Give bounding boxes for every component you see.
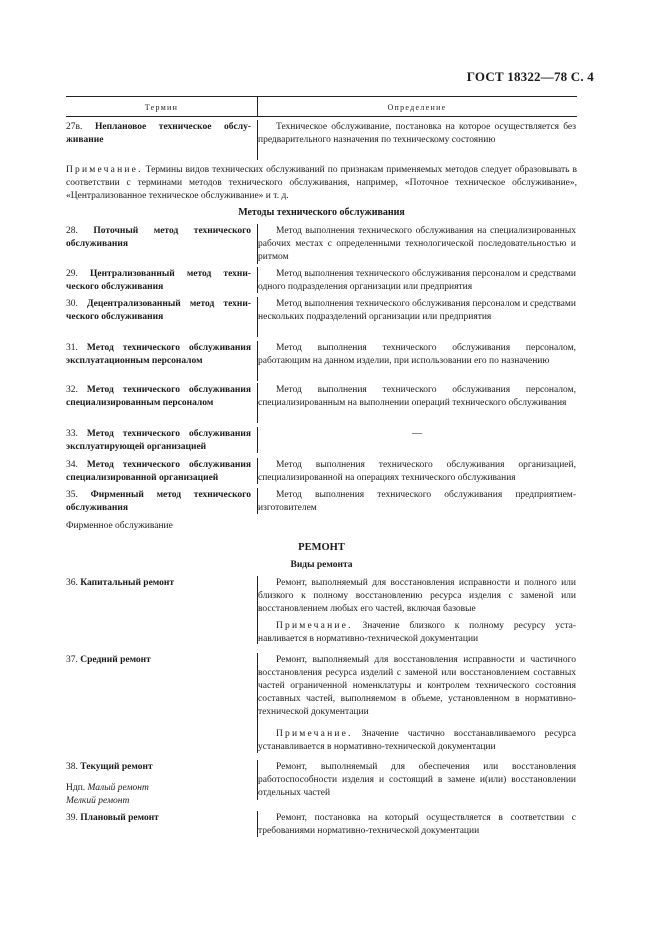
note-37: Примечание. Значение частично восстанавливаемого ресурса устанавливается в нормативно-технической документации [258,729,576,752]
term-28: 28. Поточный метод технического обслуживания [66,226,252,249]
term-35-variant: Фирменное обслуживание [66,521,173,531]
definition-34: Метод выполнения технического обслуживания организацией, специализированной на операциях технического обслуживания [258,460,576,483]
section-heading-repair: РЕМОНТ [298,542,345,553]
term-30: 30. Децентрализованный метод технического обслуживания [66,299,251,322]
term-27: 27в. Неплановое техническое обслуживание [66,122,251,145]
definition-32: Метод выполнения технического обслуживания персоналом, специализированным на выполнении операций технического обслуживания [258,385,576,408]
definition-36: Ремонт, выполняемый для восстановления исправности и полного или близкого к полному восстановлению ресурса изделия с заменой или восстановлением любых его частей, включая базовые [258,578,576,614]
term-38-deprecated-synonyms: Ндп. Малый ремонт Мелкий ремонт [66,783,149,806]
definition-31: Метод выполнения технического обслуживания персоналом, работающим на данном изделии, при использовании его по назначению [258,343,576,366]
table-header-rule [66,116,577,117]
note-1: Примечание. Термины видов технических обслуживаний по признакам применяемых методов следует образовывать в соответствии с терминами методов технического обслуживания, например, «Поточное техническое обслуживание», «Централизованное техническое обслуживание» и т. д. [66,165,577,201]
term-34: 34. Метод технического обслуживания специализированной организацией [66,460,252,483]
definition-33: — [412,428,422,439]
note-36: Примечание. Значение близкого к полному ресурсу устанавливается в нормативно-технической документации [258,621,576,644]
table-top-rule [66,96,577,97]
column-header-definition: Определение [387,103,447,112]
column-header-term: Термин [144,103,179,112]
term-31: 31. Метод технического обслуживания эксплуатационным персоналом [66,343,252,366]
definition-39: Ремонт, постановка на который осуществляется в соответствии с требованиями нормативно-технической документации [258,813,576,836]
section-heading-methods: Методы технического обслуживания [238,207,405,218]
term-39: 39. Плановый ремонт [66,813,159,823]
definition-35: Метод выполнения технического обслуживания предприятием-изготовителем [258,490,576,513]
definition-30: Метод выполнения технического обслуживания персоналом и средствами нескольких подразделений организации или предприятия [258,299,576,322]
term-33: 33. Метод технического обслуживания эксплуатирующей организацией [66,429,252,452]
term-36: 36. Капитальный ремонт [66,578,175,588]
definition-38: Ремонт, выполняемый для обеспечения или восстановления работоспособности изделия и состоящий в замене и(или) восстановлении отдельных частей [258,762,576,798]
term-35: 35. Фирменный метод технического обслуживания [66,490,251,513]
definition-28: Метод выполнения технического обслуживания на специализированных рабочих местах с определенными технологической последовательностью и ритмом [258,226,576,262]
term-29: 29. Централизованный метод технического обслуживания [66,269,251,292]
term-37: 37. Средний ремонт [66,655,151,665]
page-header: ГОСТ 18322—78 С. 4 [466,69,594,84]
definition-27: Техническое обслуживание, постановка на которое осуществляется без предварительного назначения по техническому состоянию [258,122,576,145]
subsection-heading-repair-types: Виды ремонта [290,560,353,570]
definition-37: Ремонт, выполняемый для восстановления исправности и частичного восстановления ресурса изделий с заменой или восстановлением составных частей ограниченной номенклатуры и контролем технического состояния составных частей, выполняемом в объеме, установленном в нормативно-технической документации [258,655,576,717]
definition-29: Метод выполнения технического обслуживания персоналом и средствами одного подразделения организации или предприятия [258,269,576,292]
term-32: 32. Метод технического обслуживания специализированным персоналом [66,385,252,408]
term-38: 38. Текущий ремонт [66,762,153,772]
